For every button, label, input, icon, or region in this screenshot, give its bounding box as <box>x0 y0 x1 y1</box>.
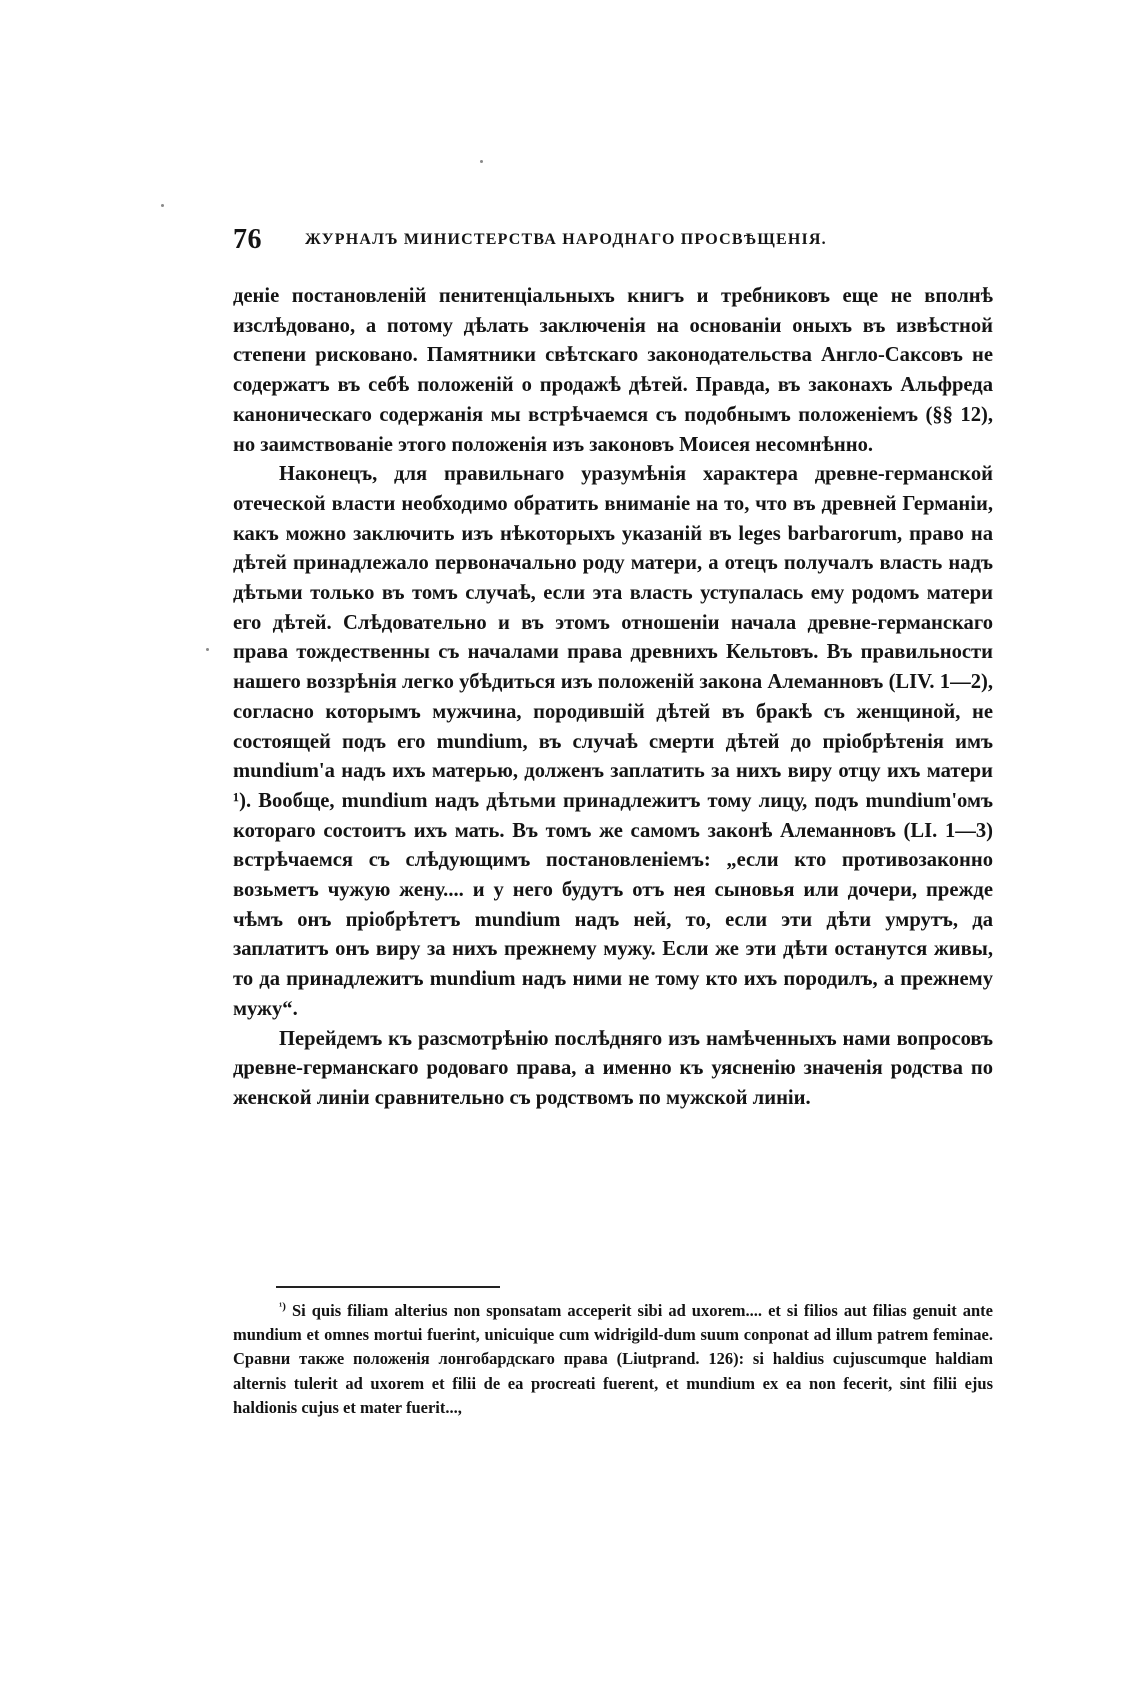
scan-speck <box>480 160 483 163</box>
page-number: 76 <box>233 224 262 255</box>
scan-speck <box>206 648 209 651</box>
footnote-divider <box>276 1286 500 1288</box>
footnote-text: Si quis filiam alterius non sponsatam acceperit sibi ad uxorem.... et si filios aut filias genuit ante mundium et omnes mortui fuerint, unicuique cum widrigild-dum suum conponat ad illum patrem feminae. Сравни также положенія лонгобардскаго права (Liutprand. 126): si haldius cujuscumque haldiam alternis tulerit ad uxorem et filii de ea procreati fuerent, et mundium ex ea non fecerit, sint filii ejus haldionis cujus et mater fuerit..., <box>233 1301 994 1417</box>
paragraph: Перейдемъ къ разсмотрѣнію послѣдняго изъ намѣченныхъ нами вопросовъ древне-германскаго родоваго права, а именно къ уясненію значенія родства по женской линіи сравнительно съ родствомъ по мужской линіи. <box>233 1027 993 1109</box>
main-text <box>233 282 993 1114</box>
running-title: ЖУРНАЛЪ МИНИСТЕРСТВА НАРОДНАГО ПРОСВѢЩЕНІЯ. <box>305 231 827 248</box>
page-header <box>233 224 923 258</box>
paragraph: Наконецъ, для правильнаго уразумѣнія характера древне-германской отеческой власти необходимо обратить вниманіе на то, что въ древней Германіи, какъ можно заключить изъ нѣкоторыхъ указаній въ leges barbarorum, право на дѣтей принадлежало первоначально роду матери, а отецъ получалъ власть надъ дѣтьми только въ томъ случаѣ, если эта власть уступалась ему родомъ матери его дѣтей. Слѣдовательно и въ этомъ отношеніи начала древне-германскаго права тождественны съ началами права древнихъ Кельтовъ. Въ правильности нашего воззрѣнія легко убѣдиться изъ положеній закона Алеманновъ (LIV. 1—2), согласно которымъ мужчина, породившій дѣтей въ бракѣ съ женщиной, не состоящей подъ его mundium, въ случаѣ смерти дѣтей до пріобрѣтенія имъ mundium'а надъ ихъ матерью, долженъ заплатить за нихъ виру отцу ихъ матери ¹). Вообще, mundium надъ дѣтьми принадлежитъ тому лицу, подъ mundium'омъ котораго состоитъ ихъ мать. Въ томъ же самомъ законѣ Алеманновъ (LI. 1—3) встрѣчаемся съ слѣдующимъ постановленіемъ: „если кто противозаконно возьметъ чужую жену.... и у него будутъ отъ нея сыновья или дочери, прежде чѣмъ онъ пріобрѣтетъ mundium надъ ней, то, если эти дѣти умрутъ, да заплатитъ онъ виру за нихъ прежнему мужу. Если же эти дѣти останутся живы, то да принадлежитъ mundium надъ ними не тому кто ихъ породилъ, а прежнему мужу“. <box>233 463 993 1020</box>
footnote-marker: ¹) <box>279 1300 286 1313</box>
paragraph-continued: деніе постановленій пенитенціальныхъ книгъ и требниковъ еще не вполнѣ изслѣдовано, а потому дѣлать заключенія на основаніи оныхъ въ извѣстной степени рисковано. Памятники свѣтскаго законодательства Англо-Саксовъ не содержатъ въ себѣ положеній о продажѣ дѣтей. Правда, въ законахъ Альфреда каноническаго содержанія мы встрѣчаемся съ подобнымъ положеніемъ (§§ 12), но заимствованіе этого положенія изъ законовъ Моисея несомнѣнно. <box>233 285 993 456</box>
scan-speck <box>161 204 164 207</box>
footnote <box>233 1299 993 1420</box>
